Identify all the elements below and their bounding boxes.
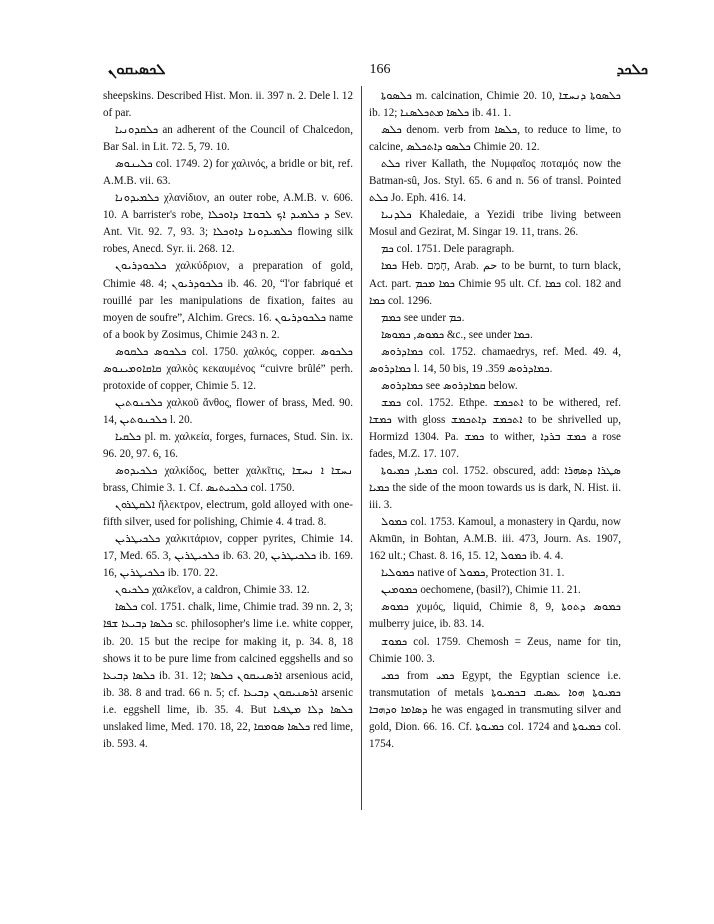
entry: ܟܡܡ see under ܟܡ.: [381, 311, 465, 324]
entry: ܟܡܘܠܝܐ native of ܟܡܘܠ, Protection 31. 1.: [381, 567, 565, 580]
page-number: 166: [369, 62, 391, 77]
column-divider: [361, 86, 362, 810]
entry: ܟܠܟܢܘܬܝܢ χαλκοῦ ἄνθος, flower of brass, Med. 90. 14, ܟܠܟܢܘܬܝܢ l. 20.: [103, 396, 353, 426]
entry: ܟܡ col. 1751. Dele paragraph.: [381, 243, 515, 256]
running-head-right: ܟܠܟܕ: [616, 60, 648, 78]
entry: ܟܠܡܝܕܘܢܐ χλανίδιον, an outer robe, A.M.B. v. 606. 10. A barrister's robe, ܕ ܟܠܡܝܕ ܐܟ ܠܒܘܫܐ ܕܐܘܟܠܐ Sev. Ant. Vit. 92. 7, 93. 3; ܟܠܡܝܕܘܢܐ ܕܐܘܟܠܐ flowing silk robes, Anecd. Syr. ii. 268. 12.: [103, 192, 354, 256]
entry: ܟܠܩܝܐ pl. m. χαλκεία, forges, furnaces, Stud. Sin. ix. 96. 20, 97. 6, 16.: [103, 430, 353, 460]
left-column: [103, 88, 353, 753]
entry: ܟܡܐ Heb. חָמַם, Arab. حم to be burnt, to turn black, Act. part. ܟܡܐ ܡܟܡ Chimie 95 ult. Cf. ܟܡܐ col. 182 and ܟܡܐ col. 1296.: [369, 260, 621, 307]
entry: ܟܡܝܐ, ܟܡܝܘܬܐ col. 1752. obscured, add: ܣܛܪܐ ܕܣܗܪܐ ܟܡܝܐ the side of the moon towards us is dark, N. Hist. ii. iii. 3.: [369, 465, 621, 512]
entry: sheepskins. Described Hist. Mon. ii. 397 n. 2. Dele l. 12 of par.: [103, 90, 353, 120]
running-head-left: ܠܟܣܝܩܘܢ: [108, 60, 166, 78]
entry: ܟܡܘܫ col. 1759. Chemosh = Zeus, name for tin, Chimie 100. 3.: [369, 635, 621, 665]
entry: ܟܠܬ river Kallath, the Νυμφαῖος ποταμός now the Batman-sû, Jos. Styl. 65. 6 and n. 56 of transl. Pointed ܟܠܬ Jo. Eph. 416. 14.: [369, 158, 621, 205]
right-column: [369, 88, 621, 753]
entry: ܟܠܣܐ col. 1751. chalk, lime, Chimie trad. 39 nn. 2, 3; ܟܠܣܐ ܕܒܝܥܐ ܫܦܐ sc. philosopher's lime i.e. white copper, ib. 20. 15 but the recipe for making it, p. 34. 8, 18 shows it to be pure lime from calcined eggshells and so ܟܠܣܐ ܕܒܝܥܐ ib. 31. 12; ܐܪܣܢܝܩܘܢ ܟܠܣܐ arsenious acid, ib. 38. 8 and trad. 66 n. 5; cf. ܐܪܣܢܝܩܘܢ ܕܒܝܥܐ arsenic i.e. eggshell lime, ib. 35. 4. But ܟܠܣܐ ܕܠܐ ܡܛܦܝܐ unslaked lime, Med. 170. 18, 22, ܟܠܣܐ ܣܘܡܩܐ red lime, ib. 593. 4.: [103, 601, 354, 750]
entry: ܟܡܫ col. 1752. Ethpe. ܐܬܟܡܫ to be withered, ref. ܟܡܫܐ with gloss ܐܬܟܡܫ ܕܐܬܟܡܫ to be shrivelled up, Hormizd 1304. Pa. ܟܡܫ to wither, ܟܡܫ ܒܪܕܐ a rose fades, M.Z. 17. 107.: [369, 396, 622, 460]
entry: ܟܡܘܣ, ܟܡܘܣܐ &c., see under ܟܡܐ.: [381, 328, 533, 341]
entry: ܟܡܘܡܝܢ oechomene, (basil?), Chimie 11. 21.: [381, 584, 581, 597]
entry: ܟܡܘܣ χυμός, liquid, Chimie 8, 9, ܟܡܘܣ ܕܬܘܬܐ mulberry juice, ib. 83. 14.: [369, 601, 621, 631]
entry: ܟܠܟܘܣ ܟܠܩܘܣ col. 1750. χαλκός, copper. ܟܠܟܘܣ ܩܐܩܐܘܡܝܢܘܣ χαλκὸς κεκαυμένος “cuivre brûlé” perh. protoxide of copper, Chimie 5. 12.: [103, 345, 353, 392]
entry: ܟܠܕܢܝܐ Khaledaie, a Yezidi tribe living between Mosul and Gezirat, M. Singar 19. 11, trans. 26.: [369, 209, 621, 239]
entry: ܟܡܝ from ܟܡܝ Egypt, the Egyptian science i.e. transmutation of metals ܟܡܝܘܬܐ ܗܘܐ ܥܣܝܩ ܒܟܡܝܘܬܐ ܕܣܐܡܐ ܘܕܗܒܐ he was engaged in transmuting silver and gold, Dion. 66. 16. Cf. ܟܡܝܘܬܐ col. 1724 and ܟܡܝܘܬܐ col. 1754.: [369, 669, 622, 750]
entry: ܟܡܘܠ col. 1753. Kamoul, a monastery in Qardu, now Akmūn, in Bohtan, A.M.B. iii. 473, Journ. As. 1907, 162 ult.; Chast. 8. 16, 15. 12, ܟܡܘܠ ib. 4. 4.: [369, 516, 621, 563]
entry: ܟܠܣܘܬܐ m. calcination, Chimie 20. 10, ܟܠܣܘܬܐ ܕܢܚܫܐ ib. 12; ܟܠܣܐ ܡܬܟܠܣܢܐ ib. 41. 1.: [369, 90, 621, 120]
entry: ܟܡܐܕܪܘܣ col. 1752. chamaedrys, ref. Med. 49. 4, ܟܡܐܕܪܘܣ l. 14, 50 bis, ܟܡܐܕܪܘܣ 359. 19.: [369, 345, 621, 375]
entry: ܟܡܐܕܪܘܣ see ܩܡܐܕܪܘܣ below.: [381, 379, 518, 392]
entry: ܟܠܟܝܘܢ χαλκεῖον, a caldron, Chimie 33. 12.: [115, 584, 310, 597]
page-header: [100, 60, 660, 82]
entry: ܟܠܣ denom. verb from ܟܠܣܐ, to reduce to lime, to calcine, ܟܠܣܘ ܕܐܬܟܠܣ Chimie 20. 12.: [369, 124, 621, 154]
entry: ܟܠܟܝܕܘܣ χαλκίδος, better χαλκῖτις, ܢܚܫܐ ܐ ܢܚܫܐ brass, Chimie 3. 1. Cf. ܟܠܟܝܬܝܣ col. 1750.: [103, 465, 353, 495]
entry: ܟܠܩܕܘܢܝܐ an adherent of the Council of Chalcedon, Bar Sal. in Lit. 72. 5, 79. 10.: [103, 124, 353, 154]
entry: ܟܠܟܝܛܪܝܢ χαλκιτάριον, copper pyrites, Chimie 14. 17, Med. 65. 3, ܟܠܟܝܛܪܝܢ ib. 63. 20, ܟܠܟܝܛܪܝܢ ib. 169. 16, ܟܠܟܝܛܪܝܢ ib. 170. 22.: [103, 533, 354, 580]
entry: ܐܠܩܛܪܘܢ ἤλεκτρον, electrum, gold alloyed with one-fifth silver, used for polishing, Chimie 4. 4 trad. 8.: [103, 499, 353, 529]
entry: ܟܠܟܘܕܪܝܘܢ χαλκύδριον, a preparation of gold, Chimie 48. 4; ܟܠܟܘܕܪܝܘܢ ib. 46. 20, “l'or fabriqué et rouillé par les manipulations de fixation, faites au moyen de soufre”, Alchim. Grecs. 16. ܟܠܟܘܕܪܝܘܢ name of a book by Zosimus, Chimie 243 n. 2.: [103, 260, 353, 341]
entry: ܟܠܝܢܘܣ col. 1749. 2) for χαλινός, a bridle or bit, ref. A.M.B. vii. 63.: [103, 158, 353, 188]
